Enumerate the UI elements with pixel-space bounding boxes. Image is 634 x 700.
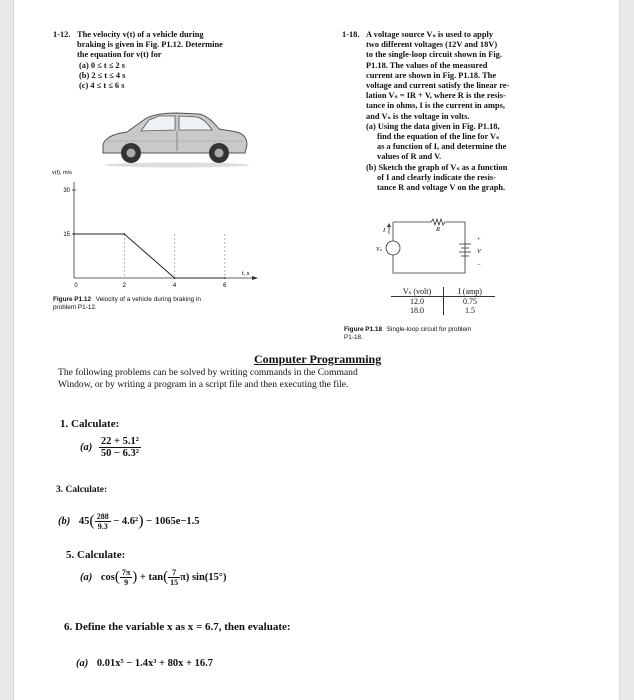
problem-line: to the single-loop circuit shown in Fig.: [366, 50, 502, 60]
problem-part: (a) 0 ≤ t ≤ 2 s: [79, 60, 125, 70]
problem-line: voltage and current satisfy the linear re-: [366, 81, 510, 91]
numerator: 7π: [121, 568, 131, 577]
problem-line: as a function of I, and determine the: [377, 142, 507, 152]
data-point: [224, 277, 226, 279]
numerator: 288: [96, 512, 109, 521]
numerator: 22 + 5.1²: [100, 436, 139, 447]
figure-label: Figure P1.18: [344, 326, 383, 333]
problem-line: The velocity v(t) of a vehicle during: [77, 30, 204, 39]
denominator: 50 − 6.3²: [100, 448, 139, 459]
y-tick-label: 15: [63, 232, 70, 238]
problem-line: find the equation of the line for Vₛ: [377, 132, 500, 142]
column-header: I (amp): [458, 287, 482, 296]
question-3-expression: (b) 45( $\frac{288}{9.3}$ − 4.6²) − 1065e−1.5: [58, 512, 200, 531]
problem-number: 1-12.: [53, 30, 71, 39]
voltage-current-table: [391, 287, 501, 315]
problem-line: and Vₛ is the voltage in volts.: [366, 111, 470, 121]
caption-text: Single-loop circuit for problem: [386, 326, 472, 333]
question-5-expression: (a) cos( $\frac{7\pi}{9}$ ) + tan( $\frac{7}{15}$ π) sin(15°): [80, 568, 227, 587]
figure-p1-18-caption: [344, 326, 564, 342]
x-tick-label: 0: [74, 283, 78, 289]
part-label: (a): [80, 441, 93, 453]
question-6-label: 6. Define the variable x as x = 6.7, then evaluate:: [64, 621, 291, 633]
caption-text: P1-18.: [344, 334, 363, 341]
expression-term: − 1065e−1.5: [146, 515, 200, 527]
minus-label: −: [477, 262, 481, 269]
function-name: + tan: [139, 571, 164, 583]
problem-line: lation Vₛ = IR + V, where R is the resis-: [366, 91, 506, 101]
part-label: (a): [80, 571, 93, 583]
problem-line: values of R and V.: [377, 152, 442, 162]
part-label: (b): [58, 515, 71, 527]
column-header: Vₛ (volt): [391, 287, 444, 296]
data-point: [174, 277, 176, 279]
table-cell: 0.75: [463, 297, 477, 306]
data-point: [73, 233, 75, 235]
x-tick-label: 4: [172, 283, 177, 289]
figure-p1-12-caption: [53, 296, 273, 312]
table-row: [391, 297, 501, 306]
caption-text: Velocity of a vehicle during braking in: [95, 296, 201, 303]
problem-line: tance R and voltage V on the graph.: [377, 183, 506, 193]
fraction: [120, 568, 132, 587]
intro-line: The following problems can be solved by writing commands in the Command: [58, 367, 358, 378]
problem-text: [77, 30, 223, 91]
problem-part: (a) Using the data given in Fig. P1.18,: [366, 121, 500, 131]
numerator: 7: [168, 568, 180, 578]
problem-line: tance in ohms, I is the current in amps,: [366, 101, 505, 111]
table-cell: 12.0: [391, 297, 444, 306]
polynomial: 0.01x⁵ − 1.4x³ + 80x + 16.7: [96, 658, 213, 669]
voltage-label: V: [477, 248, 481, 255]
function-name: cos: [100, 571, 115, 583]
data-point: [123, 233, 125, 235]
resistor-symbol: [431, 219, 445, 225]
problem-line: of I and clearly indicate the resis-: [377, 172, 496, 182]
caption-text: problem P1-12.: [53, 304, 97, 311]
textbook-page: [13, 0, 620, 700]
denominator: 9.3: [97, 522, 108, 531]
x-axis-arrow: [252, 276, 258, 280]
car-illustration: [97, 107, 252, 169]
intro-line: Window, or by writing a program in a script file and then executing the file.: [58, 379, 349, 390]
problem-line: A voltage source Vₛ is used to apply: [366, 30, 494, 39]
problem-part: (c) 4 ≤ t ≤ 6 s: [79, 81, 125, 91]
problem-line: P1.18. The values of the measured: [366, 60, 488, 70]
source-label: Vₛ: [376, 247, 382, 253]
fraction: [95, 512, 111, 531]
y-axis-label: v(t), m/s: [52, 170, 72, 176]
table-cell: 1.5: [465, 306, 475, 315]
problem-line: two different voltages (12V and 18V): [366, 40, 498, 50]
x-tick-label: 2: [122, 283, 126, 289]
table-header: [391, 287, 501, 296]
problem-line: the equation for v(t) for: [77, 50, 162, 60]
problem-1-18: [342, 30, 587, 210]
problem-text: [366, 30, 509, 193]
current-label: I: [383, 227, 386, 234]
question-3-label: 3. Calculate:: [56, 485, 108, 495]
figure-label: Figure P1.12: [53, 296, 92, 303]
question-1-expression: [80, 436, 141, 459]
table-row: [391, 306, 501, 315]
question-5-label: 5. Calculate:: [66, 549, 126, 561]
problem-number: 1-18.: [342, 30, 360, 39]
fraction: [99, 436, 141, 459]
x-axis-label: t, s: [242, 271, 250, 277]
velocity-graph: [52, 168, 262, 293]
question-1-label: 1. Calculate:: [60, 418, 120, 430]
y-tick-label: 30: [63, 188, 70, 194]
question-6-expression: [76, 658, 213, 669]
single-loop-circuit: [369, 210, 519, 280]
problem-part: (b) 2 ≤ t ≤ 4 s: [79, 70, 126, 80]
velocity-line: [74, 234, 225, 278]
voltage-source-symbol: [386, 241, 400, 255]
problem-line: current are shown in Fig. P1.18. The: [366, 70, 497, 80]
resistor-label: R: [436, 226, 440, 233]
plus-label: +: [477, 236, 481, 243]
expression-term: − 4.6²: [113, 515, 139, 527]
table-cell: 18.0: [391, 306, 444, 315]
section-intro: [58, 367, 578, 391]
denominator: 15: [170, 578, 179, 587]
part-label: (a): [76, 658, 89, 669]
expression-term: π) sin(15°): [180, 571, 227, 583]
section-heading: Computer Programming: [254, 352, 382, 366]
coefficient: 45: [78, 515, 90, 527]
fraction: [168, 568, 180, 587]
x-tick-label: 6: [223, 283, 227, 289]
problem-line: braking is given in Fig. P1.12. Determine: [77, 40, 223, 50]
problem-part: (b) Sketch the graph of Vₛ as a function: [366, 162, 508, 172]
denominator: 9: [124, 578, 129, 587]
